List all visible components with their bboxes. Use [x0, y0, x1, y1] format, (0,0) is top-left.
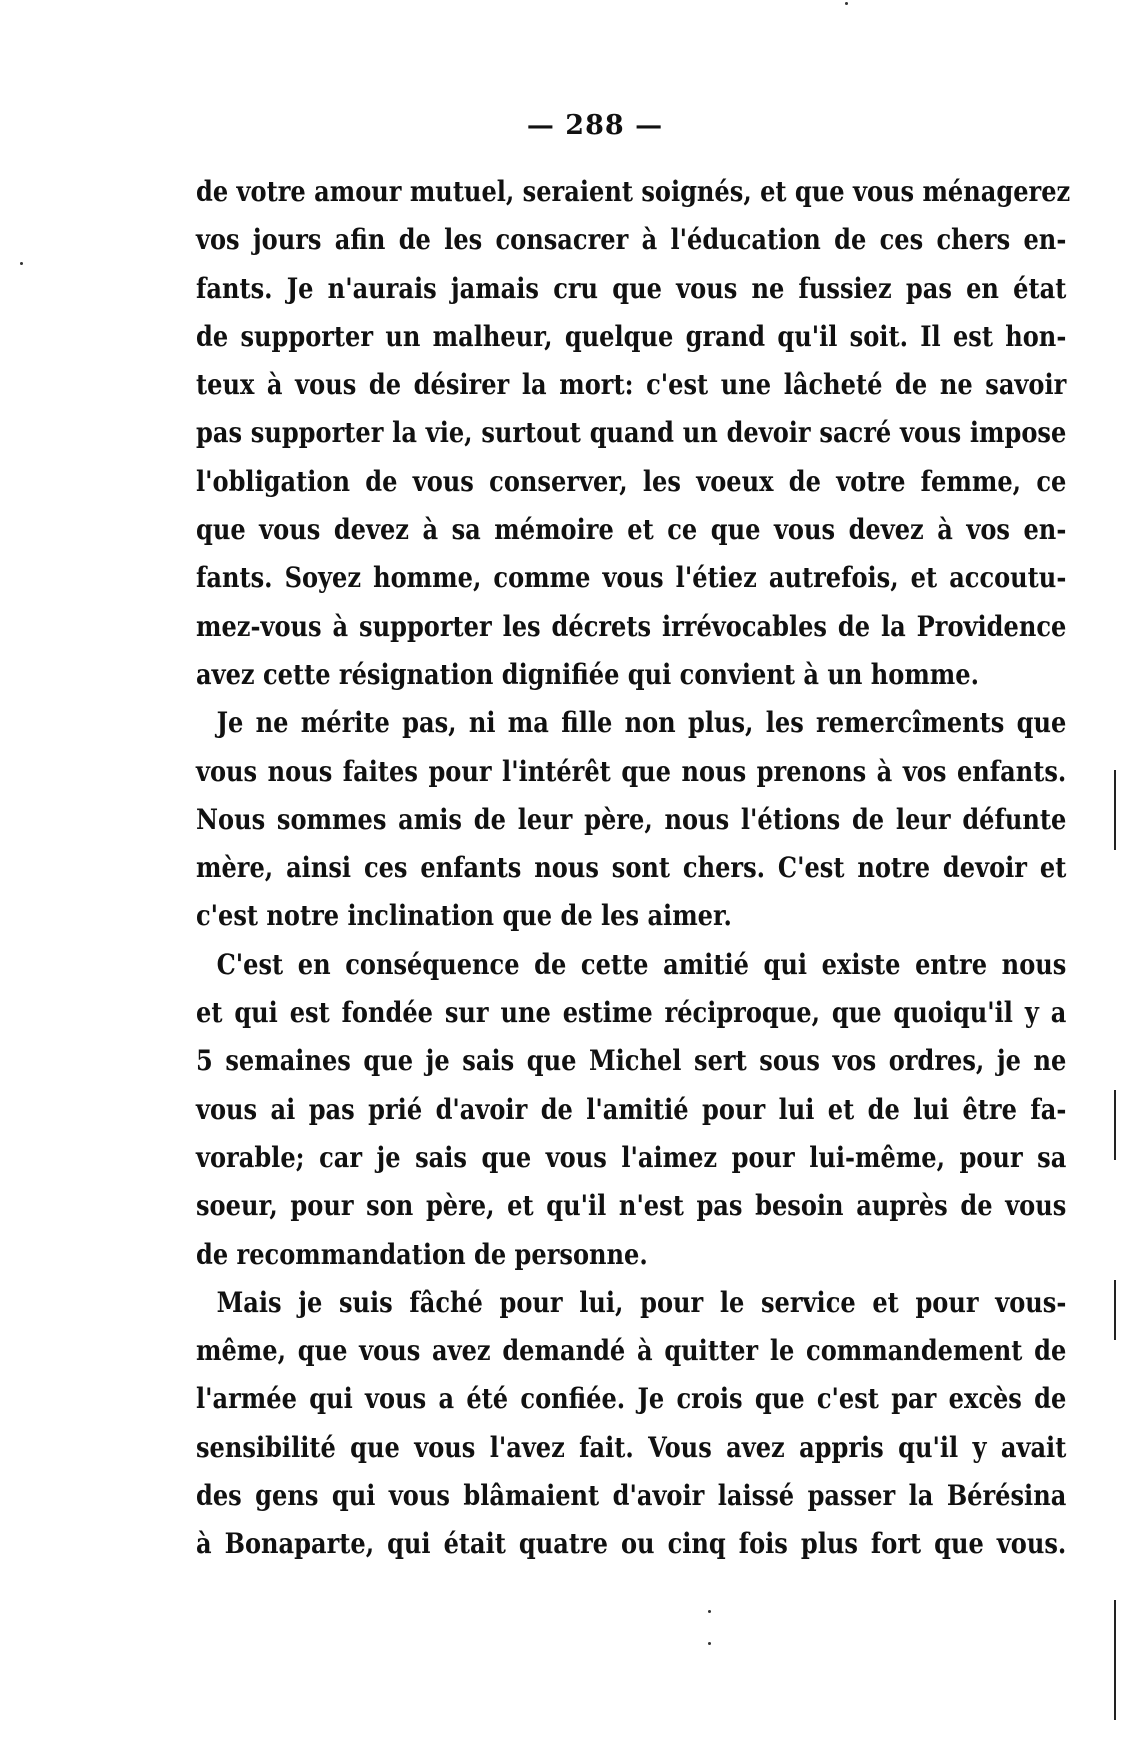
text-line: c'est notre inclination que de les aimer.: [196, 899, 732, 933]
speck: [708, 1642, 711, 1645]
text-line: vous ai pas prié d'avoir de l'amitié pour lui et de lui être fa-: [196, 1092, 1067, 1126]
text-line: que vous devez à sa mémoire et ce que vous devez à vos en-: [196, 513, 1067, 547]
text-line: pas supporter la vie, surtout quand un devoir sacré vous impose: [196, 416, 1067, 450]
margin-rule: [1114, 1090, 1116, 1160]
text-line: même, que vous avez demandé à quitter le commandement de: [196, 1334, 1067, 1368]
text-line: fants. Je n'aurais jamais cru que vous ne fussiez pas en état: [196, 271, 1067, 305]
text-line: soeur, pour son père, et qu'il n'est pas besoin auprès de vous: [196, 1189, 1067, 1223]
text-line: Nous sommes amis de leur père, nous l'étions de leur défunte: [196, 802, 1067, 836]
text-line: mère, ainsi ces enfants nous sont chers. C'est notre devoir et: [196, 851, 1067, 885]
text-line: vorable; car je sais que vous l'aimez pour lui-même, pour sa: [196, 1140, 1067, 1174]
text-line: C'est en conséquence de cette amitié qui existe entre nous: [216, 947, 1067, 981]
speck: [845, 2, 848, 5]
page-number: — 288 —: [526, 110, 664, 141]
text-line: l'obligation de vous conserver, les voeux de votre femme, ce: [196, 464, 1067, 498]
text-line: avez cette résignation dignifiée qui convient à un homme.: [196, 657, 979, 691]
margin-rule: [1114, 770, 1116, 850]
speck: [708, 1610, 711, 1613]
text-line: et qui est fondée sur une estime réciproque, que quoiqu'il y a: [196, 996, 1067, 1030]
text-line: à Bonaparte, qui était quatre ou cinq fois plus fort que vous.: [196, 1527, 1067, 1561]
text-line: Je ne mérite pas, ni ma fille non plus, les remercîments que: [216, 706, 1067, 740]
text-line: des gens qui vous blâmaient d'avoir laissé passer la Bérésina: [196, 1479, 1067, 1513]
text-line: 5 semaines que je sais que Michel sert sous vos ordres, je ne: [196, 1044, 1067, 1078]
text-line: sensibilité que vous l'avez fait. Vous avez appris qu'il y avait: [196, 1430, 1067, 1464]
margin-rule: [1114, 1280, 1116, 1340]
text-line: de votre amour mutuel, seraient soignés, et que vous ménagerez: [196, 175, 1071, 208]
text-line: Mais je suis fâché pour lui, pour le service et pour vous-: [216, 1285, 1067, 1319]
text-line: teux à vous de désirer la mort: c'est une lâcheté de ne savoir: [196, 368, 1067, 402]
text-line: fants. Soyez homme, comme vous l'étiez autrefois, et accoutu-: [196, 561, 1067, 595]
margin-rule: [1114, 1600, 1116, 1720]
text-line: vous nous faites pour l'intérêt que nous prenons à vos enfants.: [196, 754, 1067, 788]
text-line: mez-vous à supporter les décrets irrévocables de la Providence: [196, 609, 1067, 643]
speck: [20, 262, 23, 265]
text-line: l'armée qui vous a été confiée. Je crois que c'est par excès de: [196, 1382, 1067, 1416]
body-text: [196, 168, 1071, 1569]
text-line: de supporter un malheur, quelque grand qu'il soit. Il est hon-: [196, 319, 1067, 353]
text-line: de recommandation de personne.: [196, 1237, 648, 1271]
text-line: vos jours afin de les consacrer à l'éducation de ces chers en-: [196, 223, 1067, 257]
